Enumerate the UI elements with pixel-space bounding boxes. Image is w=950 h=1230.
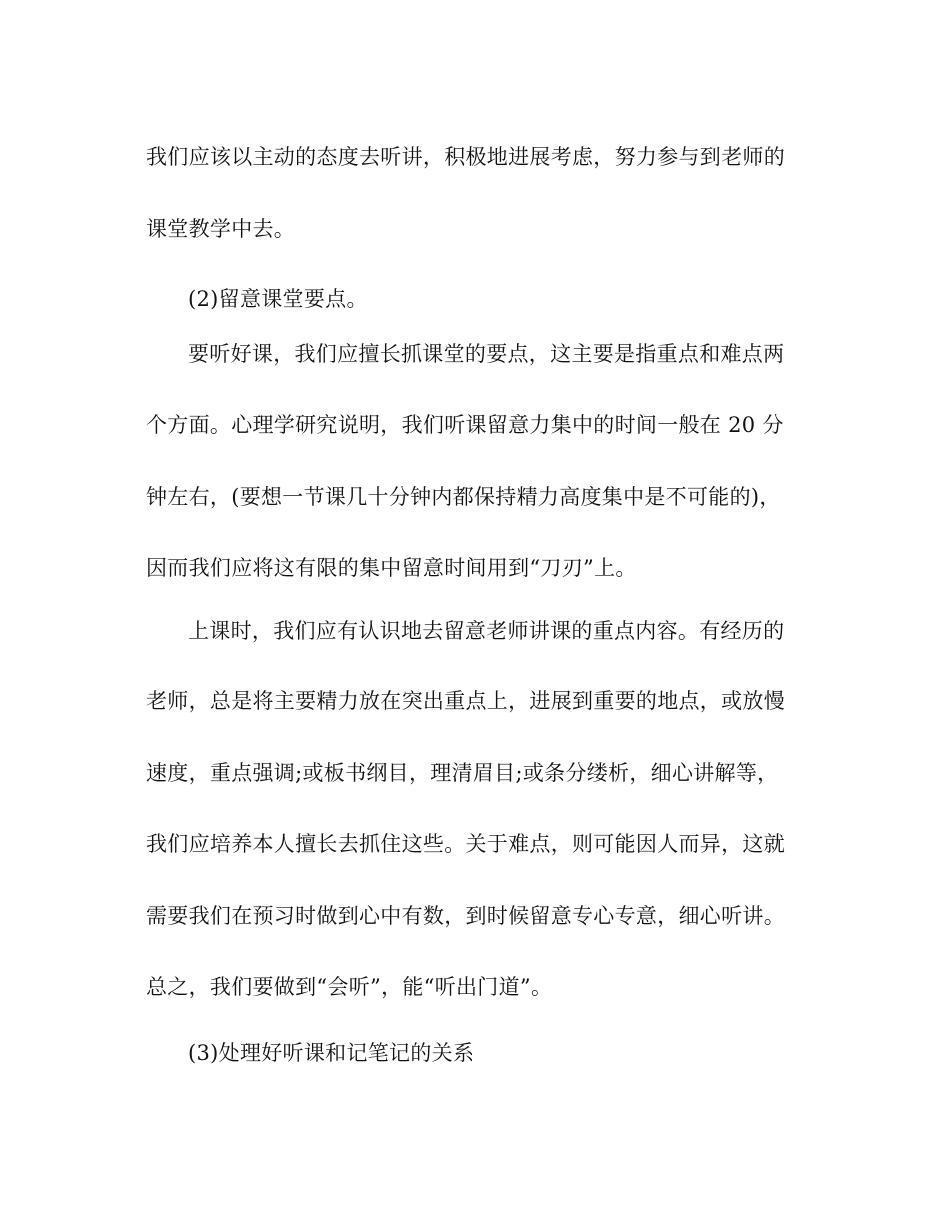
paragraph-line: 老师，总是将主要精力放在突出重点上，进展到重要的地点，或放慢: [146, 689, 785, 713]
paragraph-line: 总之，我们要做到“会听”，能“听出门道”。: [146, 975, 553, 999]
section-heading: (3)处理好听课和记笔记的关系: [188, 1041, 475, 1065]
paragraph-line: 课堂教学中去。: [146, 217, 296, 241]
paragraph-line: 要听好课，我们应擅长抓课堂的要点，这主要是指重点和难点两: [188, 342, 785, 366]
paragraph-line: 我们应培养本人擅长去抓住这些。关于难点，则可能因人而异，这就: [146, 832, 785, 856]
paragraph-line: 我们应该以主动的态度去听讲，积极地进展考虑，努力参与到老师的: [146, 145, 785, 169]
paragraph-line: 钟左右，(要想一节课几十分钟内都保持精力高度集中是不可能的)，: [146, 485, 781, 509]
paragraph-line: 需要我们在预习时做到心中有数，到时候留意专心专意，细心听讲。: [146, 904, 785, 928]
paragraph-line: 速度，重点强调;或板书纲目，理清眉目;或条分缕析，细心讲解等，: [146, 761, 779, 785]
paragraph-line: 个方面。心理学研究说明，我们听课留意力集中的时间一般在 20 分: [146, 413, 784, 437]
section-heading: (2)留意课堂要点。: [188, 287, 368, 311]
paragraph-line: 因而我们应将这有限的集中留意时间用到“刀刃”上。: [146, 556, 637, 580]
paragraph-line: 上课时，我们应有认识地去留意老师讲课的重点内容。有经历的: [188, 619, 785, 643]
